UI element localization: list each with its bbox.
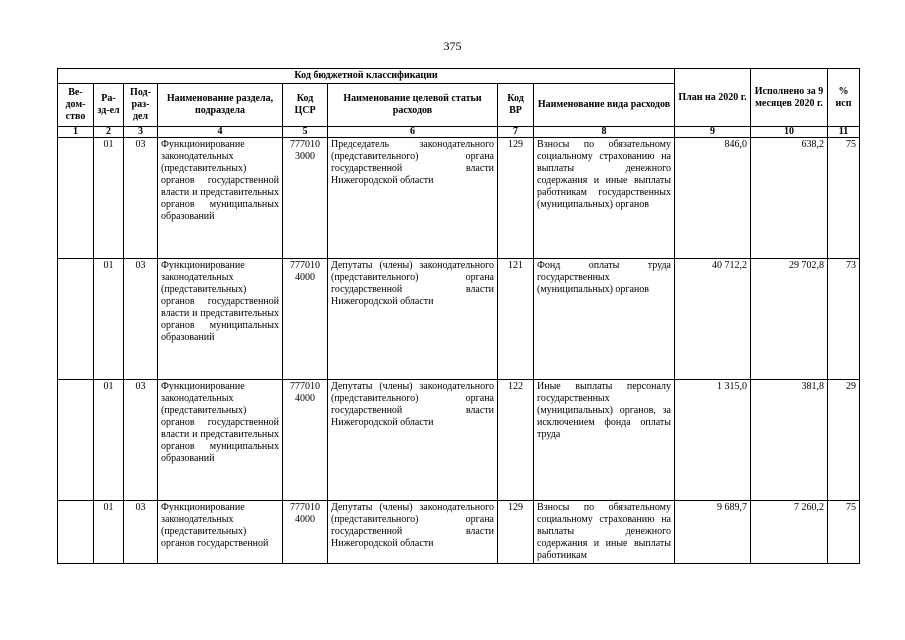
vr-cell: 129 bbox=[498, 501, 534, 564]
column-number: 8 bbox=[534, 127, 675, 138]
column-number: 10 bbox=[751, 127, 828, 138]
percent-cell: 75 bbox=[828, 138, 860, 259]
razdel-name-cell: Функционирование законодательных (представительных) органов государственной bbox=[158, 501, 283, 564]
column-number: 1 bbox=[58, 127, 94, 138]
table-row bbox=[58, 259, 860, 380]
column-header-vr: Код ВР bbox=[498, 84, 534, 127]
column-number: 3 bbox=[124, 127, 158, 138]
budget-table bbox=[57, 68, 860, 564]
podrazdel-cell: 03 bbox=[124, 138, 158, 259]
column-number: 5 bbox=[283, 127, 328, 138]
executed-cell: 638,2 bbox=[751, 138, 828, 259]
column-header-vedomstvo: Ве-дом-ство bbox=[58, 84, 94, 127]
plan-cell: 846,0 bbox=[675, 138, 751, 259]
table-row bbox=[58, 501, 860, 564]
vr-cell: 122 bbox=[498, 380, 534, 501]
vedomstvo-cell bbox=[58, 259, 94, 380]
razdel-name-cell: Функционирование законодательных (представительных) органов государственной власти и представительных органов муниципальных образований bbox=[158, 259, 283, 380]
vr-cell: 121 bbox=[498, 259, 534, 380]
column-header-vr-name: Наименование вида расходов bbox=[534, 84, 675, 127]
vedomstvo-cell bbox=[58, 380, 94, 501]
table-row bbox=[58, 138, 860, 259]
csr-name-cell: Депутаты (члены) законодательного (представительного) органа государственной власти Нижегородской области bbox=[328, 501, 498, 564]
csr-name-cell: Депутаты (члены) законодательного (представительного) органа государственной власти Нижегородской области bbox=[328, 259, 498, 380]
plan-cell: 40 712,2 bbox=[675, 259, 751, 380]
vr-name-cell: Иные выплаты персоналу государственных (муниципальных) органов, за исключением фонда оплаты труда bbox=[534, 380, 675, 501]
executed-cell: 381,8 bbox=[751, 380, 828, 501]
podrazdel-cell: 03 bbox=[124, 259, 158, 380]
column-number: 11 bbox=[828, 127, 860, 138]
table-row bbox=[58, 380, 860, 501]
vr-name-cell: Фонд оплаты труда государственных (муниципальных) органов bbox=[534, 259, 675, 380]
column-header-plan: План на 2020 г. bbox=[675, 69, 751, 127]
plan-cell: 1 315,0 bbox=[675, 380, 751, 501]
csr-cell: 777010 4000 bbox=[283, 259, 328, 380]
vedomstvo-cell bbox=[58, 138, 94, 259]
column-number: 2 bbox=[94, 127, 124, 138]
razdel-cell: 01 bbox=[94, 138, 124, 259]
column-header-csr-name: Наименование целевой статьи расходов bbox=[328, 84, 498, 127]
column-header-podrazdel: Под-раз-дел bbox=[124, 84, 158, 127]
column-header-percent: % исп bbox=[828, 69, 860, 127]
column-header-razdel-name: Наименование раздела, подраздела bbox=[158, 84, 283, 127]
column-number: 9 bbox=[675, 127, 751, 138]
podrazdel-cell: 03 bbox=[124, 501, 158, 564]
vr-cell: 129 bbox=[498, 138, 534, 259]
vedomstvo-cell bbox=[58, 501, 94, 564]
plan-cell: 9 689,7 bbox=[675, 501, 751, 564]
percent-cell: 73 bbox=[828, 259, 860, 380]
razdel-name-cell: Функционирование законодательных (представительных) органов государственной власти и представительных органов муниципальных образований bbox=[158, 380, 283, 501]
vr-name-cell: Взносы по обязательному социальному страхованию на выплаты денежного содержания и иные выплаты работникам bbox=[534, 501, 675, 564]
razdel-cell: 01 bbox=[94, 259, 124, 380]
executed-cell: 7 260,2 bbox=[751, 501, 828, 564]
executed-cell: 29 702,8 bbox=[751, 259, 828, 380]
csr-name-cell: Депутаты (члены) законодательного (представительного) органа государственной власти Нижегородской области bbox=[328, 380, 498, 501]
column-number: 7 bbox=[498, 127, 534, 138]
csr-cell: 777010 4000 bbox=[283, 501, 328, 564]
csr-cell: 777010 3000 bbox=[283, 138, 328, 259]
percent-cell: 75 bbox=[828, 501, 860, 564]
podrazdel-cell: 03 bbox=[124, 380, 158, 501]
csr-cell: 777010 4000 bbox=[283, 380, 328, 501]
razdel-cell: 01 bbox=[94, 380, 124, 501]
column-header-csr: Код ЦСР bbox=[283, 84, 328, 127]
percent-cell: 29 bbox=[828, 380, 860, 501]
column-header-executed: Исполнено за 9 месяцев 2020 г. bbox=[751, 69, 828, 127]
csr-name-cell: Председатель законодательного (представительного) органа государственной власти Нижегородской области bbox=[328, 138, 498, 259]
column-header-razdel: Ра-зд-ел bbox=[94, 84, 124, 127]
column-number: 6 bbox=[328, 127, 498, 138]
razdel-name-cell: Функционирование законодательных (представительных) органов государственной власти и представительных органов муниципальных образований bbox=[158, 138, 283, 259]
group-header: Код бюджетной классификации bbox=[58, 69, 675, 84]
column-number: 4 bbox=[158, 127, 283, 138]
vr-name-cell: Взносы по обязательному социальному страхованию на выплаты денежного содержания и иные выплаты работникам государственных (муниципальных) органов bbox=[534, 138, 675, 259]
page-number: 375 bbox=[443, 39, 462, 53]
razdel-cell: 01 bbox=[94, 501, 124, 564]
